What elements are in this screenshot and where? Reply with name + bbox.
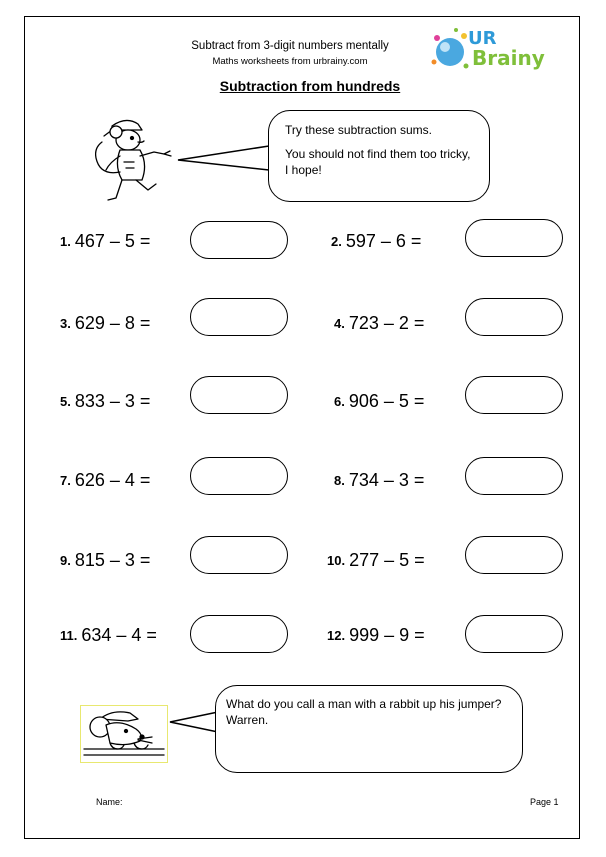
problem-expression: 833 – 3 = — [74, 390, 151, 411]
speech-bubble-top — [268, 110, 490, 202]
speech-tail-top-icon — [176, 140, 272, 180]
answer-box-11[interactable] — [190, 615, 288, 653]
problem-expression: 815 – 3 = — [74, 549, 151, 570]
worksheet-header-subtitle: Maths worksheets from urbrainy.com — [212, 56, 368, 67]
worksheet-header-title: Subtract from 3-digit numbers mentally — [191, 40, 389, 52]
problem-number: 8. — [334, 472, 345, 488]
problem-expression: 629 – 8 = — [74, 312, 151, 333]
speech-top-line1: Try these subtraction sums. — [285, 123, 432, 137]
problem-expression: 626 – 4 = — [74, 469, 151, 490]
problem-9 — [60, 540, 150, 580]
problem-number: 9. — [60, 552, 71, 568]
problem-12 — [327, 615, 425, 655]
problem-number: 2. — [331, 233, 342, 249]
answer-box-8[interactable] — [465, 457, 563, 495]
problem-11 — [60, 615, 157, 655]
problem-expression: 634 – 4 = — [81, 624, 157, 645]
logo-brainy-text: Brainy — [472, 46, 545, 70]
problem-number: 3. — [60, 315, 71, 331]
answer-box-12[interactable] — [465, 615, 563, 653]
problem-number: 10. — [327, 552, 346, 568]
problem-1 — [60, 221, 150, 261]
page-number: Page 1 — [530, 797, 559, 807]
problem-10 — [327, 540, 425, 580]
problem-expression: 277 – 5 = — [349, 549, 425, 570]
answer-box-2[interactable] — [465, 219, 563, 257]
mouse-peeking-icon — [80, 705, 168, 763]
problem-8 — [334, 460, 424, 500]
problem-5 — [60, 381, 150, 421]
answer-box-3[interactable] — [190, 298, 288, 336]
answer-box-1[interactable] — [190, 221, 288, 259]
problem-expression: 723 – 2 = — [348, 312, 425, 333]
problem-number: 1. — [60, 233, 71, 249]
logo-ur-text: UR — [468, 28, 497, 49]
problem-expression: 999 – 9 = — [349, 624, 425, 645]
problem-6 — [334, 381, 424, 421]
problem-4 — [334, 303, 424, 343]
answer-box-7[interactable] — [190, 457, 288, 495]
answer-box-5[interactable] — [190, 376, 288, 414]
speech-bubble-bottom — [215, 685, 523, 773]
answer-box-6[interactable] — [465, 376, 563, 414]
problem-number: 12. — [327, 627, 346, 643]
mouse-mascot-icon — [92, 112, 184, 210]
problem-number: 5. — [60, 393, 71, 409]
problem-expression: 734 – 3 = — [348, 469, 425, 490]
problem-expression: 906 – 5 = — [348, 390, 425, 411]
answer-box-10[interactable] — [465, 536, 563, 574]
problem-number: 7. — [60, 472, 71, 488]
answer-box-9[interactable] — [190, 536, 288, 574]
joke-question: What do you call a man with a rabbit up his jumper? — [226, 697, 502, 711]
problem-number: 4. — [334, 315, 345, 331]
speech-top-line2: You should not find them too tricky, I hope! — [285, 147, 471, 178]
urbrainy-logo — [428, 26, 548, 78]
problem-7 — [60, 460, 150, 500]
problem-expression: 597 – 6 = — [345, 230, 422, 251]
answer-box-4[interactable] — [465, 298, 563, 336]
problem-3 — [60, 303, 150, 343]
problem-2 — [331, 221, 421, 261]
joke-answer: Warren. — [226, 713, 269, 728]
problem-expression: 467 – 5 = — [74, 230, 151, 251]
problem-number: 6. — [334, 393, 345, 409]
problem-number: 11. — [60, 627, 78, 643]
name-label: Name: — [96, 797, 123, 807]
speech-tail-bottom-icon — [168, 708, 220, 738]
worksheet-title: Subtraction from hundreds — [219, 78, 401, 94]
